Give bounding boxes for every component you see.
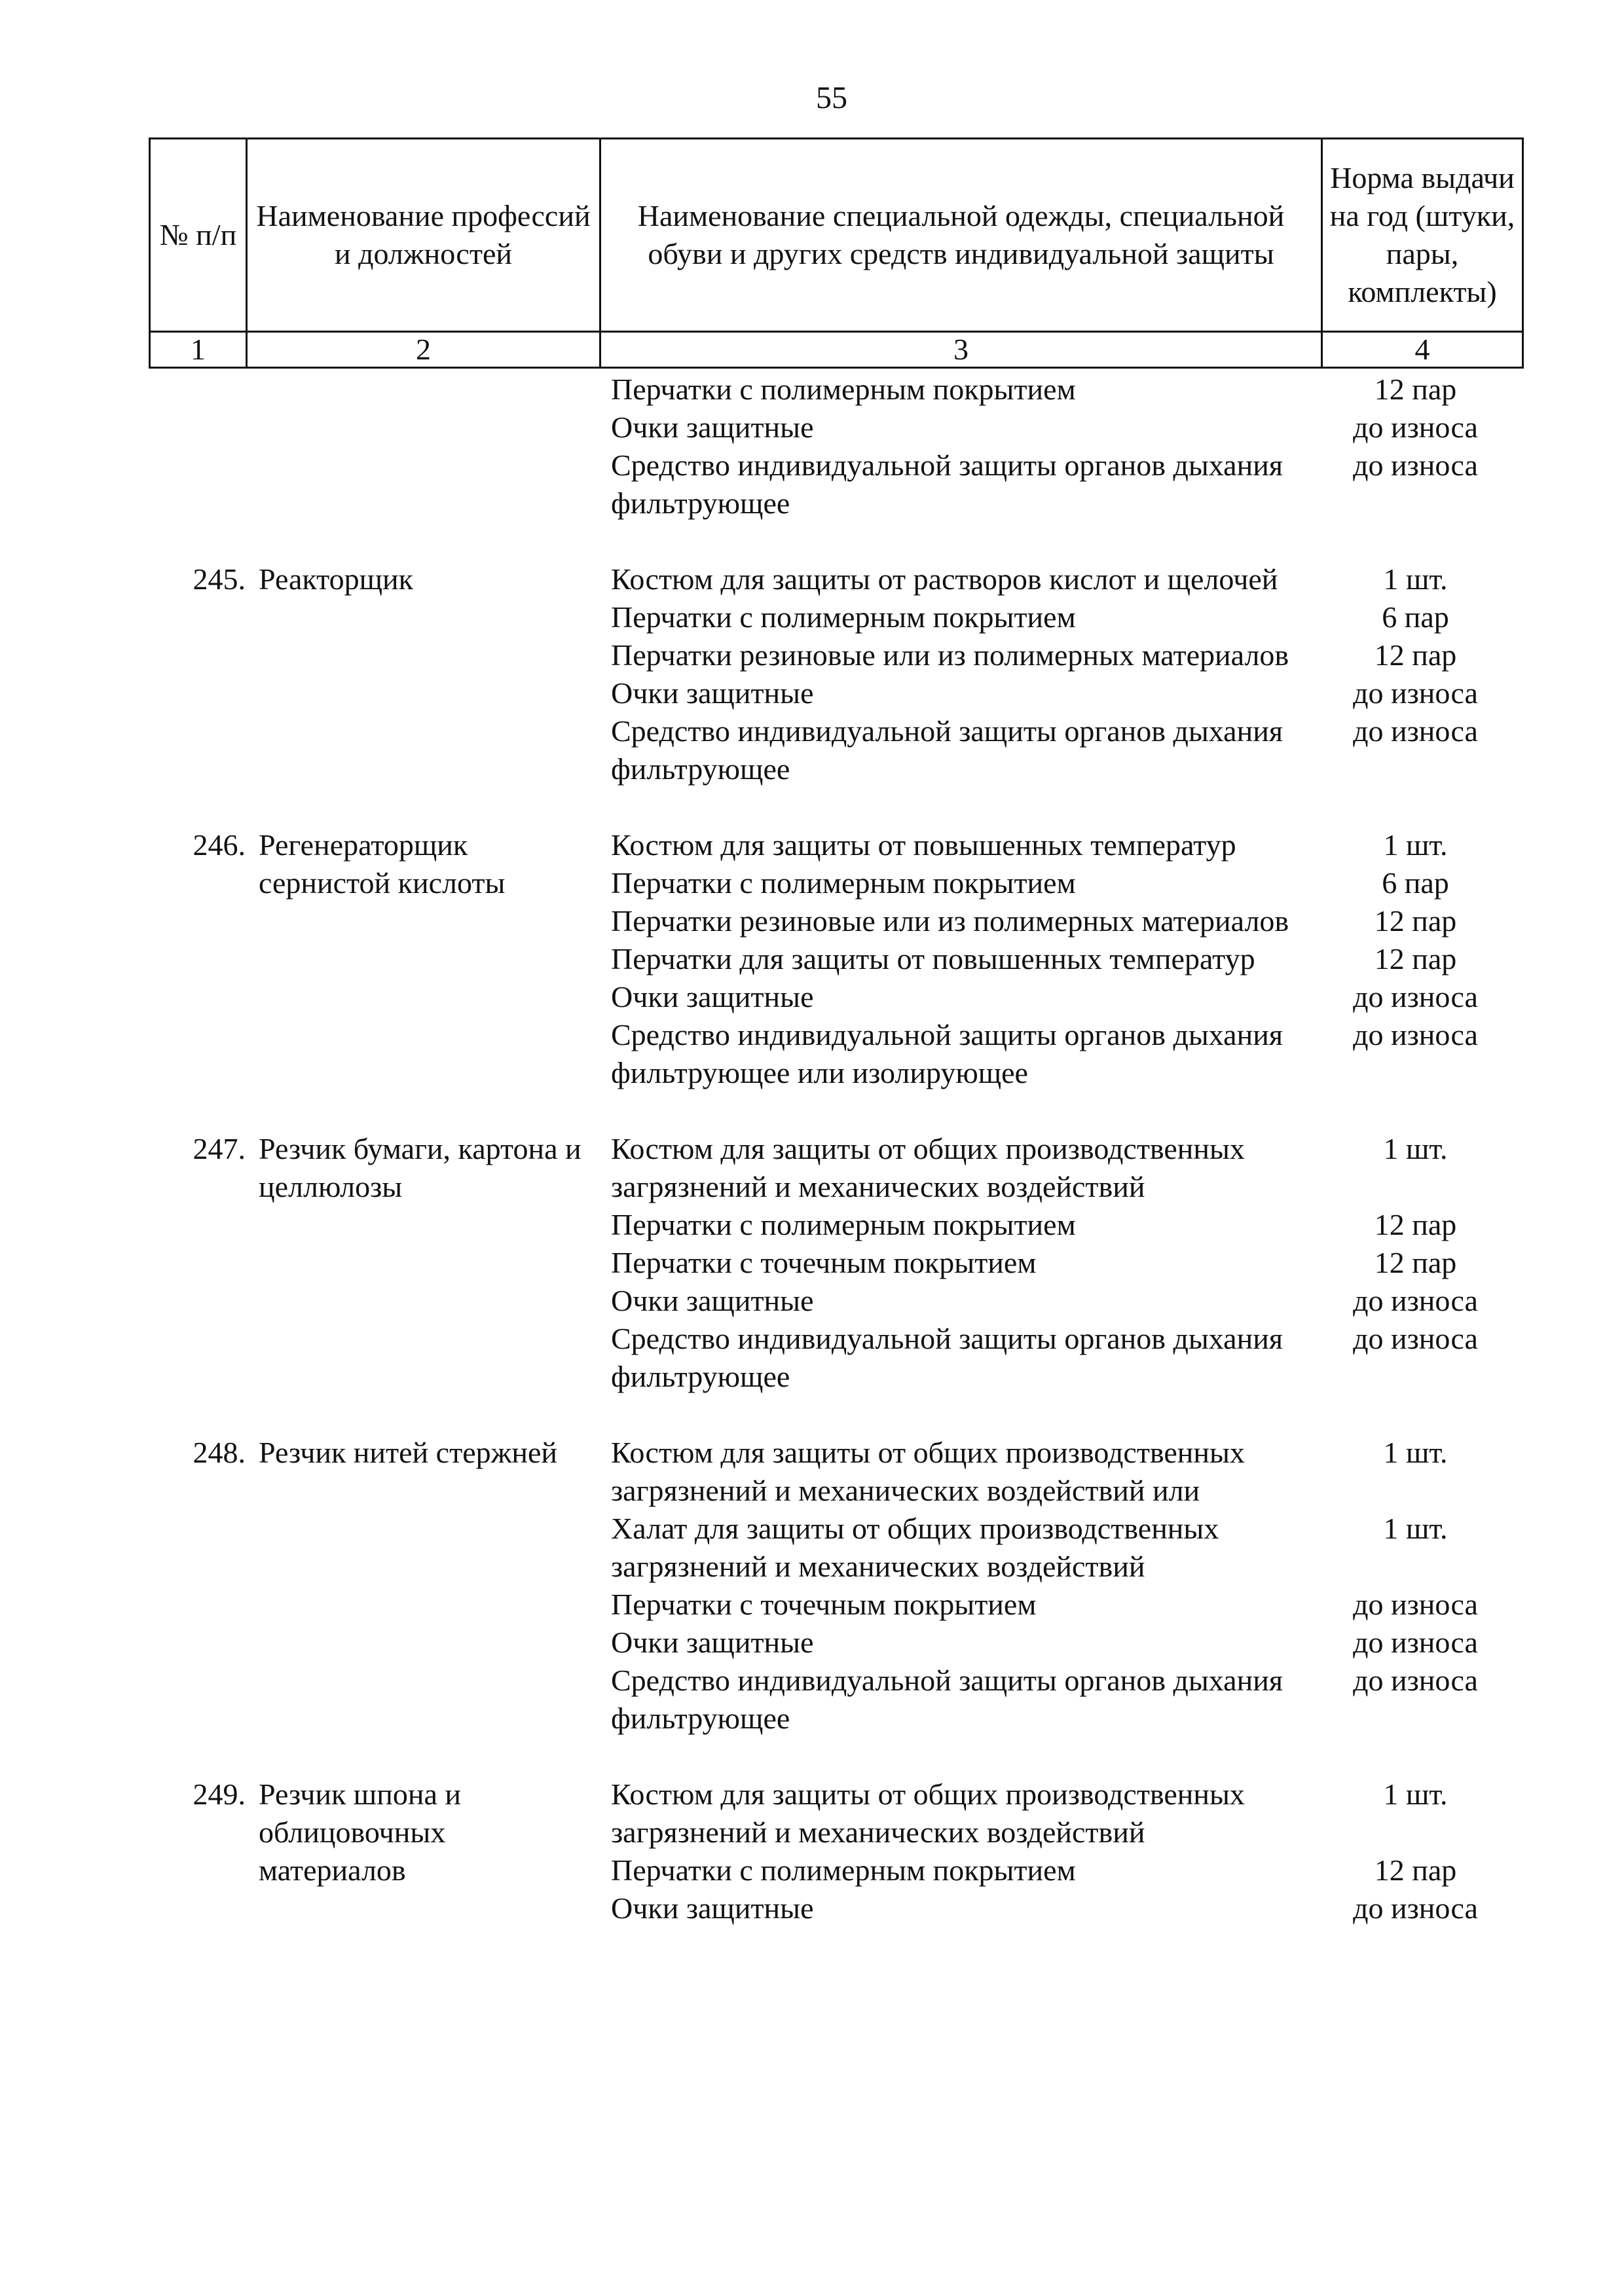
list-item bbox=[611, 712, 1522, 788]
item-name: Перчатки с полимерным покрытием bbox=[611, 1853, 1076, 1887]
list-item bbox=[611, 1282, 1522, 1320]
entry-profession: Реакторщик bbox=[259, 562, 413, 596]
item-norm: до износа bbox=[1353, 1284, 1478, 1317]
list-item bbox=[611, 446, 1522, 522]
item-name: Перчатки для защиты от повышенных температур bbox=[611, 942, 1255, 975]
item-name: Костюм для защиты от общих производственных загрязнений и механических воздействий bbox=[611, 1132, 1245, 1203]
item-name: Средство индивидуальной защиты органов дыхания фильтрующее bbox=[611, 714, 1283, 786]
list-item bbox=[611, 1889, 1522, 1927]
entry-number: 247. bbox=[193, 1132, 246, 1165]
item-name: Средство индивидуальной защиты органов дыхания фильтрующее bbox=[611, 448, 1283, 520]
item-norm: до износа bbox=[1353, 1588, 1478, 1621]
item-norm: до износа bbox=[1353, 1664, 1478, 1697]
item-norm: до износа bbox=[1353, 980, 1478, 1013]
item-name: Очки защитные bbox=[611, 1284, 814, 1317]
column-number-1: 1 bbox=[150, 332, 247, 368]
list-item bbox=[611, 1244, 1522, 1282]
list-item bbox=[611, 1586, 1522, 1624]
entry-profession: Резчик шпона и облицовочных материалов bbox=[259, 1777, 461, 1887]
item-list bbox=[611, 371, 1522, 522]
list-item bbox=[611, 1434, 1522, 1510]
item-norm: до износа bbox=[1353, 410, 1478, 444]
item-norm: до износа bbox=[1353, 1626, 1478, 1659]
entry-number: 245. bbox=[193, 562, 246, 596]
item-name: Перчатки с полимерным покрытием bbox=[611, 1208, 1076, 1241]
list-item bbox=[611, 1320, 1522, 1396]
item-norm: 1 шт. bbox=[1383, 1436, 1448, 1469]
item-name: Халат для защиты от общих производственных загрязнений и механических воздействий bbox=[611, 1512, 1219, 1583]
item-list bbox=[611, 1776, 1522, 1927]
item-name: Очки защитные bbox=[611, 410, 814, 444]
list-item bbox=[611, 560, 1522, 598]
item-norm: 12 пар bbox=[1374, 638, 1457, 672]
header-norm: Норма выдачи на год (штуки, пары, комплекты) bbox=[1322, 139, 1523, 332]
page-number: 55 bbox=[816, 81, 847, 115]
entry-profession: Резчик бумаги, картона и целлюлозы bbox=[259, 1132, 581, 1203]
entry-248 bbox=[149, 1434, 1522, 1738]
item-norm: до износа bbox=[1353, 1018, 1478, 1051]
item-name: Перчатки резиновые или из полимерных материалов bbox=[611, 904, 1289, 938]
item-name: Средство индивидуальной защиты органов дыхания фильтрующее bbox=[611, 1322, 1283, 1393]
entry-number: 249. bbox=[193, 1777, 246, 1811]
table-body bbox=[149, 371, 1522, 1965]
list-item bbox=[611, 1776, 1522, 1851]
list-item bbox=[611, 1624, 1522, 1662]
list-item bbox=[611, 598, 1522, 636]
item-norm: 1 шт. bbox=[1383, 828, 1448, 862]
list-item bbox=[611, 1662, 1522, 1738]
header-equipment: Наименование специальной одежды, специальной обуви и других средств индивидуальной защиты bbox=[600, 139, 1322, 332]
entry-247 bbox=[149, 1130, 1522, 1396]
item-norm: до износа bbox=[1353, 1322, 1478, 1355]
list-item bbox=[611, 1130, 1522, 1206]
item-norm: до износа bbox=[1353, 676, 1478, 710]
item-name: Очки защитные bbox=[611, 1891, 814, 1925]
list-item bbox=[611, 636, 1522, 674]
item-name: Очки защитные bbox=[611, 980, 814, 1013]
item-name: Перчатки с полимерным покрытием bbox=[611, 866, 1076, 900]
item-name: Перчатки с полимерным покрытием bbox=[611, 600, 1076, 634]
item-name: Очки защитные bbox=[611, 676, 814, 710]
item-name: Костюм для защиты от повышенных температур bbox=[611, 828, 1236, 862]
entry-number: 246. bbox=[193, 828, 246, 862]
item-norm: до износа bbox=[1353, 714, 1478, 748]
list-item bbox=[611, 940, 1522, 978]
item-norm: 12 пар bbox=[1374, 1246, 1457, 1279]
item-name: Перчатки с точечным покрытием bbox=[611, 1588, 1037, 1621]
list-item bbox=[611, 1206, 1522, 1244]
item-norm: 6 пар bbox=[1382, 600, 1449, 634]
column-numbers-row bbox=[150, 332, 1523, 368]
item-norm: 12 пар bbox=[1374, 942, 1457, 975]
item-name: Костюм для защиты от общих производственных загрязнений и механических воздействий или bbox=[611, 1436, 1245, 1507]
entry-profession: Регенераторщик сернистой кислоты bbox=[259, 828, 506, 900]
table-header bbox=[149, 137, 1524, 369]
item-norm: 1 шт. bbox=[1383, 1512, 1448, 1545]
entry-245 bbox=[149, 560, 1522, 788]
header-number: № п/п bbox=[150, 139, 247, 332]
item-list bbox=[611, 826, 1522, 1092]
list-item bbox=[611, 978, 1522, 1016]
item-name: Перчатки с точечным покрытием bbox=[611, 1246, 1037, 1279]
continuation-entry bbox=[149, 371, 1522, 522]
item-norm: 12 пар bbox=[1374, 904, 1457, 938]
list-item bbox=[611, 1510, 1522, 1586]
item-norm: 1 шт. bbox=[1383, 562, 1448, 596]
header-row bbox=[150, 139, 1523, 332]
item-norm: до износа bbox=[1353, 448, 1478, 482]
item-norm: 1 шт. bbox=[1383, 1777, 1448, 1811]
list-item bbox=[611, 1016, 1522, 1092]
item-norm: 12 пар bbox=[1374, 1208, 1457, 1241]
list-item bbox=[611, 864, 1522, 902]
item-norm: до износа bbox=[1353, 1891, 1478, 1925]
item-list bbox=[611, 1434, 1522, 1738]
entry-246 bbox=[149, 826, 1522, 1092]
column-number-3: 3 bbox=[600, 332, 1322, 368]
item-list bbox=[611, 1130, 1522, 1396]
entry-249 bbox=[149, 1776, 1522, 1927]
entry-number: 248. bbox=[193, 1436, 246, 1469]
list-item bbox=[611, 1851, 1522, 1889]
item-name: Перчатки резиновые или из полимерных материалов bbox=[611, 638, 1289, 672]
item-norm: 12 пар bbox=[1374, 1853, 1457, 1887]
item-name: Костюм для защиты от растворов кислот и щелочей bbox=[611, 562, 1278, 596]
list-item bbox=[611, 409, 1522, 446]
list-item bbox=[611, 674, 1522, 712]
entry-profession: Резчик нитей стержней bbox=[259, 1436, 558, 1469]
item-name: Перчатки с полимерным покрытием bbox=[611, 373, 1076, 406]
list-item bbox=[611, 371, 1522, 409]
item-name: Очки защитные bbox=[611, 1626, 814, 1659]
column-number-4: 4 bbox=[1322, 332, 1523, 368]
item-norm: 6 пар bbox=[1382, 866, 1449, 900]
item-name: Костюм для защиты от общих производственных загрязнений и механических воздействий bbox=[611, 1777, 1245, 1849]
item-name: Средство индивидуальной защиты органов дыхания фильтрующее или изолирующее bbox=[611, 1018, 1283, 1089]
item-norm: 1 шт. bbox=[1383, 1132, 1448, 1165]
item-name: Средство индивидуальной защиты органов дыхания фильтрующее bbox=[611, 1664, 1283, 1735]
item-list bbox=[611, 560, 1522, 788]
item-norm: 12 пар bbox=[1374, 373, 1457, 406]
column-number-2: 2 bbox=[247, 332, 600, 368]
list-item bbox=[611, 826, 1522, 864]
list-item bbox=[611, 902, 1522, 940]
header-profession: Наименование профессий и должностей bbox=[247, 139, 600, 332]
